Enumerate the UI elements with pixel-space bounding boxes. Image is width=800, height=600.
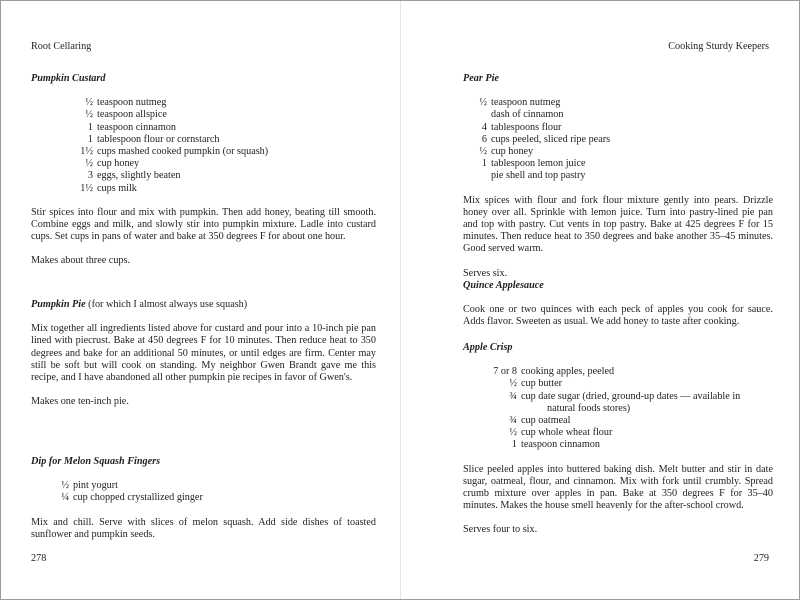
recipe-pumpkin-pie	[31, 299, 376, 420]
ingredient	[77, 170, 376, 182]
ingredient-qty: 1	[87, 121, 93, 133]
ingredient-qty	[477, 109, 487, 121]
ingredient	[77, 158, 376, 170]
ingredient	[477, 97, 773, 109]
ingredient-item: cup whole wheat flour	[521, 427, 613, 439]
ingredient-item: eggs, slightly beaten	[97, 170, 181, 182]
ingredient-item: teaspoon cinnamon	[97, 121, 176, 133]
ingredient-item: cup oatmeal	[521, 415, 571, 427]
recipe-method: Slice peeled apples into buttered baking dish. Melt butter and stir in date sugar, oatmeal, flour, and cinnamon. Mix with fork until crumbly. Spread crumb mixture over apples in pan. Bake at 350 degrees F for 35–40 minutes. Makes the house smell heavenly for the after-school crowd.	[463, 463, 773, 512]
recipe-title-text: Pumpkin Pie	[31, 299, 86, 310]
ingredient-qty	[477, 170, 487, 182]
recipe-yield: Makes about three cups.	[31, 255, 131, 267]
ingredient-list	[477, 97, 773, 182]
ingredient-qty	[477, 403, 517, 415]
running-head-right: Cooking Sturdy Keepers	[668, 41, 769, 52]
recipe-yield: Makes one ten-inch pie.	[31, 396, 129, 408]
ingredient-item: pint yogurt	[73, 480, 118, 492]
ingredient-item: cups peeled, sliced ripe pears	[491, 133, 611, 145]
ingredient-qty: 1	[87, 133, 93, 145]
ingredient-item: cooking apples, peeled	[521, 366, 615, 378]
ingredient-item: cup honey	[491, 146, 534, 158]
ingredient-item: teaspoon nutmeg	[97, 97, 167, 109]
ingredient-item: teaspoon nutmeg	[491, 97, 561, 109]
recipe-yield: Serves four to six.	[463, 524, 538, 536]
recipe-method: Mix together all ingredients listed above for custard and pour into a 10-inch pie pan lined with piecrust. Bake at 450 degrees F for 10 minutes. Then reduce heat to 350 degrees and bake for an additional 50 minutes, or until edges are firm. Center may still be soft but will cook on standing. My neighbor Gwen Brandt gave me this recipe, and I have abandoned all other pumpkin pie recipes in favor of Gwen's.	[31, 323, 376, 384]
ingredient	[477, 109, 773, 121]
ingredient	[477, 146, 773, 158]
recipe-pear-pie	[463, 73, 773, 292]
ingredient-qty: 6	[481, 133, 487, 145]
recipe-melon-dip	[31, 456, 376, 553]
page-number-right: 279	[753, 553, 769, 564]
ingredient-qty: ½	[509, 378, 517, 390]
ingredient-qty: 1	[481, 158, 487, 170]
recipe-apple-crisp	[463, 342, 773, 549]
ingredient	[59, 480, 376, 492]
recipe-title: Pumpkin Custard	[31, 73, 106, 84]
ingredient	[477, 170, 773, 182]
ingredient-item: tablespoon flour or cornstarch	[97, 133, 220, 145]
right-page	[400, 1, 799, 599]
recipe-method: Cook one or two quinces with each peck of apples you cook for sauce. Adds flavor. Sweeten as usual. We add honey to taste after cooking.	[463, 304, 773, 328]
ingredient	[477, 134, 773, 146]
ingredient-list	[477, 366, 773, 451]
ingredient-list	[77, 97, 376, 195]
ingredient	[477, 158, 773, 170]
recipe-title: Quince Applesauce	[463, 280, 544, 291]
ingredient	[77, 109, 376, 121]
running-head-left: Root Cellaring	[31, 41, 92, 52]
ingredient-item: cup butter	[521, 378, 563, 390]
ingredient	[477, 427, 773, 439]
ingredient	[477, 366, 773, 378]
ingredient-qty: ¾	[509, 390, 517, 402]
recipe-pumpkin-custard	[31, 73, 376, 280]
recipe-title-note: (for which I almost always use squash)	[85, 299, 248, 310]
ingredient-qty: 4	[481, 121, 487, 133]
ingredient-item: tablespoons flour	[491, 121, 562, 133]
ingredient	[477, 415, 773, 427]
ingredient-item: cups mashed cooked pumpkin (or squash)	[97, 146, 269, 158]
ingredient	[477, 122, 773, 134]
ingredient-item: cups milk	[97, 182, 137, 194]
ingredient-item: dash of cinnamon	[491, 109, 564, 121]
ingredient	[477, 439, 773, 451]
ingredient-qty: ½	[85, 97, 93, 109]
ingredient	[77, 146, 376, 158]
page-number-left: 278	[31, 553, 47, 564]
ingredient-qty: ½	[509, 427, 517, 439]
recipe-title: Pear Pie	[463, 73, 499, 84]
ingredient	[477, 391, 773, 403]
recipe-method: Mix and chill. Serve with slices of melon squash. Add side dishes of toasted sunflower and pumpkin seeds.	[31, 516, 376, 540]
ingredient-item: teaspoon cinnamon	[521, 439, 600, 451]
ingredient-item: pie shell and top pastry	[491, 170, 586, 182]
ingredient-qty: 1½	[80, 182, 93, 194]
ingredient	[477, 403, 773, 415]
ingredient-item: tablespoon lemon juice	[491, 158, 586, 170]
ingredient-qty: ½	[479, 97, 487, 109]
ingredient-item: teaspoon allspice	[97, 109, 167, 121]
left-page	[1, 1, 400, 599]
ingredient	[77, 122, 376, 134]
ingredient-qty: 1½	[80, 146, 93, 158]
recipe-yield: Serves six.	[463, 267, 508, 279]
ingredient-qty: ½	[85, 109, 93, 121]
recipe-title	[31, 299, 376, 311]
ingredient-item: cup date sugar (dried, ground-up dates — available in	[521, 390, 741, 402]
recipe-method: Stir spices into flour and mix with pumpkin. Then add honey, beating till smooth. Combine eggs and milk, and slowly stir into pumpkin mixture. Ladle into custard cups. Set cups in pans of water and bake at 350 degrees F for about one hour.	[31, 206, 376, 243]
ingredient-qty: 3	[87, 170, 93, 182]
ingredient-qty: 7 or 8	[493, 366, 517, 378]
ingredient	[77, 97, 376, 109]
ingredient-qty: ½	[61, 480, 69, 492]
ingredient-qty: ½	[85, 158, 93, 170]
ingredient-item: natural foods stores)	[547, 402, 631, 414]
ingredient	[59, 492, 376, 504]
recipe-title: Apple Crisp	[463, 342, 513, 353]
recipe-method: Mix spices with flour and fork flour mixture gently into pears. Drizzle honey over all. Sprinkle with lemon juice. Turn into pastry-lined pie pan and top with pastry. Cut vents in top pastry. Bake at 425 degrees F for 15 minutes. Then reduce heat to 350 degrees and bake another 35–45 minutes. Good served warm.	[463, 194, 773, 255]
ingredient-list	[59, 480, 376, 504]
ingredient-item: cup chopped crystallized ginger	[73, 492, 203, 504]
recipe-title: Dip for Melon Squash Fingers	[31, 456, 161, 467]
ingredient-qty: ½	[479, 146, 487, 158]
ingredient	[477, 378, 773, 390]
ingredient-qty: ¾	[509, 415, 517, 427]
recipe-quince-applesauce	[463, 280, 773, 341]
ingredient	[77, 134, 376, 146]
ingredient	[77, 183, 376, 195]
ingredient-qty: ¼	[61, 492, 69, 504]
ingredient-qty: 1	[511, 439, 517, 451]
ingredient-item: cup honey	[97, 158, 140, 170]
